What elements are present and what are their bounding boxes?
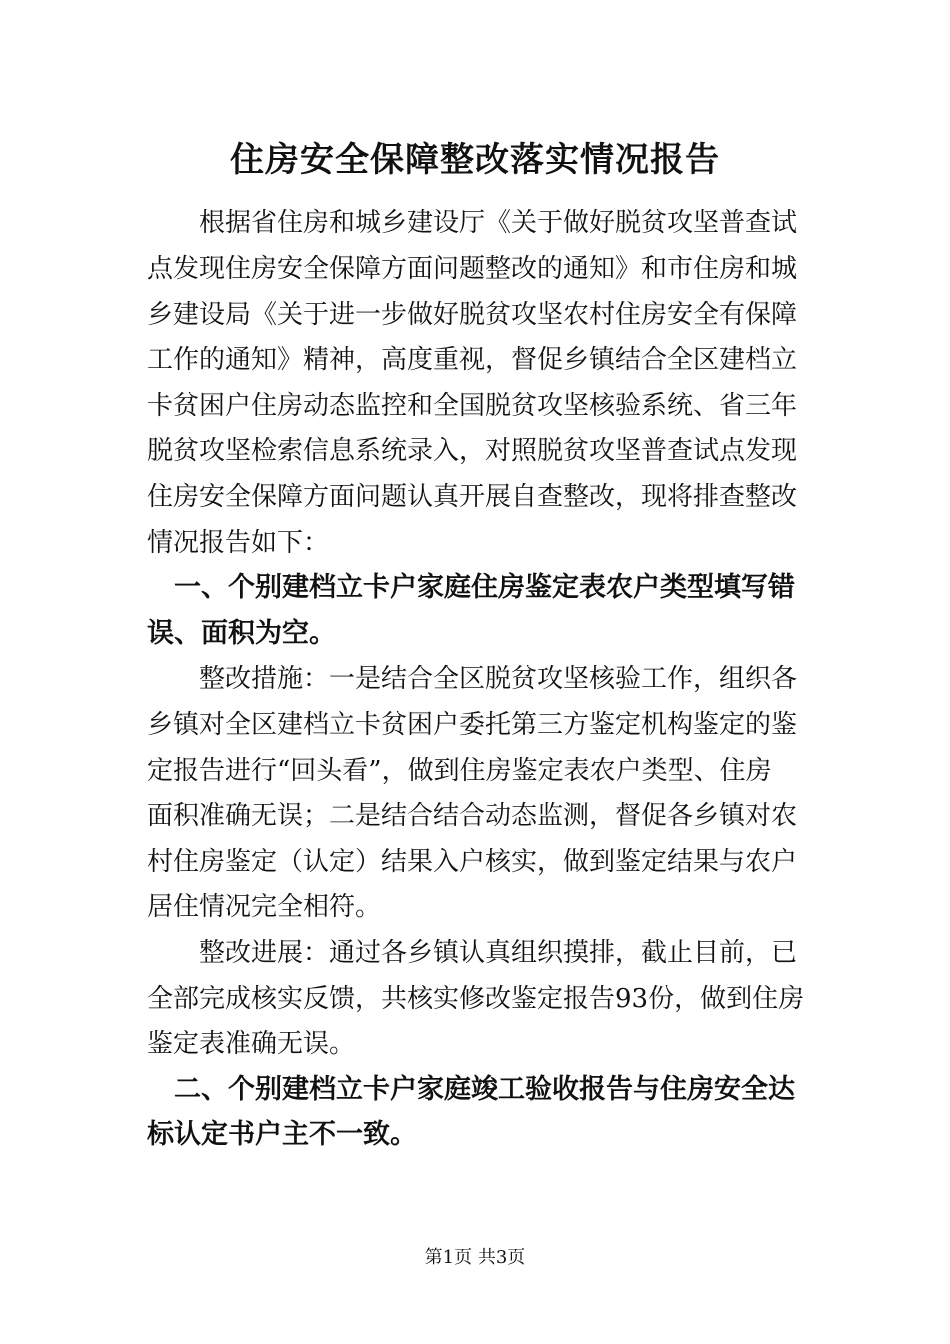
body-line: 整改进展：通过各乡镇认真组织摸排，截止目前，已 <box>147 938 798 968</box>
page-footer: 第1页 共3页 <box>424 1247 526 1268</box>
body-line: 情况报告如下： <box>147 528 330 558</box>
body-line: 居住情况完全相符。 <box>147 892 382 922</box>
section-heading: 一、个别建档立卡户家庭住房鉴定表农户类型填写错 <box>147 572 795 603</box>
body-line: 根据省住房和城乡建设厅《关于做好脱贫攻坚普查试 <box>147 208 798 238</box>
body-line: 定报告进行“回头看”，做到住房鉴定表农户类型、住房 <box>147 756 772 786</box>
body-line: 住房安全保障方面问题认真开展自查整改，现将排查整改 <box>147 482 798 512</box>
section-heading: 误、面积为空。 <box>147 618 336 649</box>
body-line: 卡贫困户住房动态监控和全国脱贫攻坚核验系统、省三年 <box>147 391 798 421</box>
body-line: 点发现住房安全保障方面问题整改的通知》和市住房和城 <box>147 254 798 284</box>
document-title: 住房安全保障整改落实情况报告 <box>230 140 720 180</box>
section-heading: 标认定书户主不一致。 <box>147 1119 417 1150</box>
body-line: 脱贫攻坚检索信息系统录入，对照脱贫攻坚普查试点发现 <box>147 436 798 466</box>
body-line: 整改措施：一是结合全区脱贫攻坚核验工作，组织各 <box>147 664 798 694</box>
body-line: 乡镇对全区建档立卡贫困户委托第三方鉴定机构鉴定的鉴 <box>147 710 798 740</box>
body-line: 工作的通知》精神，高度重视，督促乡镇结合全区建档立 <box>147 345 798 375</box>
body-line: 村住房鉴定（认定）结果入户核实，做到鉴定结果与农户 <box>147 847 798 877</box>
body-line: 面积准确无误；二是结合结合动态监测，督促各乡镇对农 <box>147 801 798 831</box>
body-line: 鉴定表准确无误。 <box>147 1029 356 1059</box>
body-line: 全部完成核实反馈，共核实修改鉴定报告93份，做到住房 <box>147 984 805 1014</box>
section-heading: 二、个别建档立卡户家庭竣工验收报告与住房安全达 <box>147 1074 795 1105</box>
body-line: 乡建设局《关于进一步做好脱贫攻坚农村住房安全有保障 <box>147 300 798 330</box>
